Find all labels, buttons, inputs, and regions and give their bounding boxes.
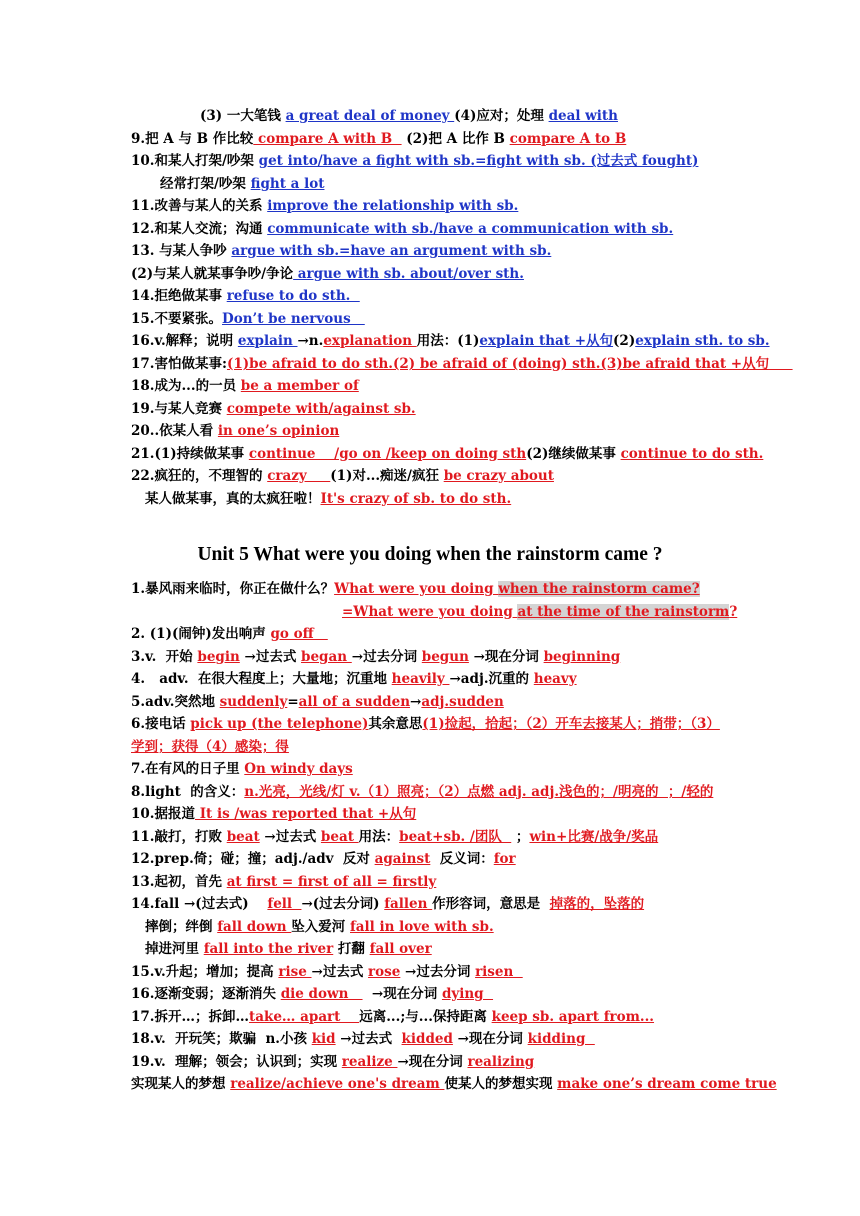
text-line xyxy=(131,737,860,757)
label-text: 9.把 A 与 B 作比较 xyxy=(131,131,254,147)
label-text: 2. (1)(闹钟)发出响声 xyxy=(131,626,271,642)
label-text: 作形容词，意思是 xyxy=(432,896,550,912)
text-line xyxy=(131,692,860,712)
label-text: 8.light 的含义： xyxy=(131,784,245,800)
label-text: 19.与某人竞赛 xyxy=(131,401,227,417)
label-text: 17.拆开…；拆卸… xyxy=(131,1009,249,1025)
label-text: →过去式 xyxy=(311,964,369,980)
label-text: →n. xyxy=(297,333,324,349)
label-text: 6.接电话 xyxy=(131,716,191,732)
text-line xyxy=(131,286,860,306)
text-line xyxy=(131,1029,860,1049)
label-text: (2)继续做某事 xyxy=(526,446,621,462)
label-text: →现在分词 xyxy=(468,649,544,665)
text-line xyxy=(131,714,860,734)
answer-text: explain sth. to sb. xyxy=(635,333,770,349)
answer-text: ? xyxy=(729,604,738,620)
text-line xyxy=(131,219,860,239)
answer-text: began xyxy=(301,649,352,665)
answer-text: heavy xyxy=(533,671,577,687)
label-text: 4. adv. 在很大程度上；大量地；沉重地 xyxy=(131,671,392,687)
answer-text: compare A to B xyxy=(509,131,627,147)
answer-text: beat xyxy=(320,829,359,845)
answer-text: n.光亮，光线/灯 v.（1）照亮；（2）点燃 adj. adj.浅色的；/明亮的 ；/轻的 xyxy=(244,784,714,800)
text-line xyxy=(200,106,860,126)
answer-text: when the rainstorm came? xyxy=(498,581,700,597)
label-text: 20..依某人看 xyxy=(131,423,218,439)
label-text: 远离...;与...保持距离 xyxy=(359,1009,492,1025)
answer-text: realize/achieve one's dream xyxy=(230,1076,445,1092)
answer-text: fight a lot xyxy=(250,176,325,192)
label-text: →现在分词 xyxy=(397,1054,468,1070)
text-line xyxy=(131,264,860,284)
text-line xyxy=(131,1052,860,1072)
text-line xyxy=(160,174,860,194)
answer-text: rose xyxy=(368,964,401,980)
label-text: 用法： xyxy=(358,829,400,845)
answer-text: adj.sudden xyxy=(421,694,504,710)
label-text: →(过去分词) xyxy=(301,896,385,912)
label-text: → xyxy=(410,694,422,710)
label-text: →过去式 xyxy=(239,649,302,665)
answer-text: fall in love with sb. xyxy=(350,919,494,935)
answer-text: begun xyxy=(421,649,469,665)
answer-text: On windy days xyxy=(244,761,353,777)
answer-text: a great deal of money xyxy=(285,108,455,124)
text-line xyxy=(131,894,860,914)
text-line xyxy=(342,602,860,622)
label-text: 10.和某人打架/吵架 xyxy=(131,153,259,169)
label-text: 某人做某事，真的太疯狂啦！ xyxy=(145,491,321,507)
answer-text: communicate with sb./have a communication with sb. xyxy=(267,221,674,237)
answer-text: take… apart xyxy=(249,1009,360,1025)
text-line xyxy=(131,151,860,171)
text-line xyxy=(131,466,860,486)
label-text: 实现某人的梦想 xyxy=(131,1076,231,1092)
answer-text: explain that +从句 xyxy=(479,333,614,349)
answer-text: begin xyxy=(197,649,240,665)
answer-text: It's crazy of sb. to do sth. xyxy=(320,491,512,507)
answer-text: explain xyxy=(237,333,298,349)
answer-text: beat xyxy=(226,829,260,845)
label-text: 18.成为...的一员 xyxy=(131,378,241,394)
answer-text: beginning xyxy=(543,649,621,665)
label-text: 13.起初，首先 xyxy=(131,874,227,890)
answer-text: win+比赛/战争/奖品 xyxy=(529,829,659,845)
label-text: 17.害怕做某事: xyxy=(131,356,227,372)
answer-text: It is /was reported that +从句 xyxy=(195,806,417,822)
answer-text: improve the relationship with sb. xyxy=(267,198,519,214)
answer-text: be a member of xyxy=(240,378,359,394)
answer-text: at the time of the rainstorm xyxy=(517,604,730,620)
label-text: 经常打架/吵架 xyxy=(160,176,251,192)
text-line xyxy=(131,1007,860,1027)
answer-text: at first = first of all = firstly xyxy=(226,874,437,890)
answer-text: 学到；获得（4）感染；得 xyxy=(131,739,289,755)
answer-text: explanation xyxy=(323,333,417,349)
answer-text: beat+sb. /团队 xyxy=(399,829,512,845)
answer-text: (1)be afraid to do sth.(2) be afraid of (doing) sth.(3)be afraid that +从句 xyxy=(226,356,793,372)
answer-text: make one’s dream come true xyxy=(557,1076,777,1092)
answer-text: suddenly xyxy=(219,694,288,710)
label-text: (2)把 A 比作 B xyxy=(401,131,510,147)
answer-text: argue with sb.=have an argument with sb. xyxy=(231,243,552,259)
label-text: 其余意思 xyxy=(368,716,423,732)
label-text: →现在分词 xyxy=(362,986,442,1002)
label-text: 11.敲打，打败 xyxy=(131,829,227,845)
answer-text: =What were you doing xyxy=(342,604,518,620)
answer-text: in one’s opinion xyxy=(217,423,340,439)
answer-text: for xyxy=(493,851,516,867)
label-text: 3.v. 开始 xyxy=(131,649,198,665)
text-line xyxy=(131,309,860,329)
label-text: 15.v.升起；增加；提高 xyxy=(131,964,279,980)
text-line xyxy=(145,489,860,509)
answer-text: get into/have a fight with sb.=fight with sb. (过去式 fought) xyxy=(258,153,699,169)
text-line xyxy=(131,399,860,419)
answer-text: 掉落的，坠落的 xyxy=(549,896,645,912)
label-text: 22.疯狂的，不理智的 xyxy=(131,468,268,484)
answer-text: argue with sb. about/over sth. xyxy=(293,266,524,282)
answer-text: all of a sudden xyxy=(298,694,411,710)
label-text: 坠入爱河 xyxy=(291,919,350,935)
text-line xyxy=(131,759,860,779)
label-text: 16.v.解释；说明 xyxy=(131,333,238,349)
text-line xyxy=(131,354,860,374)
label-text: 7.在有风的日子里 xyxy=(131,761,245,777)
label-text: 14.fall →(过去式) xyxy=(131,896,268,912)
answer-text: kidding xyxy=(527,1031,595,1047)
text-line xyxy=(131,872,860,892)
text-line xyxy=(131,331,860,351)
text-line xyxy=(131,782,860,802)
label-text: 1.暴风雨来临时，你正在做什么？ xyxy=(131,581,335,597)
label-text: 14.拒绝做某事 xyxy=(131,288,227,304)
answer-text: fall down xyxy=(217,919,292,935)
label-text: →过去式 xyxy=(335,1031,402,1047)
label-text: 使某人的梦想实现 xyxy=(444,1076,558,1092)
answer-text: be crazy about xyxy=(443,468,554,484)
label-text: 10.据报道 xyxy=(131,806,195,822)
label-text: →现在分词 xyxy=(452,1031,528,1047)
label-text: (3) 一大笔钱 xyxy=(200,108,286,124)
text-line xyxy=(131,647,860,667)
answer-text: dying xyxy=(441,986,494,1002)
answer-text: refuse to do sth. xyxy=(226,288,360,304)
answer-text: continue to do sth. xyxy=(620,446,764,462)
answer-text: risen xyxy=(475,964,523,980)
answer-text: against xyxy=(374,851,431,867)
text-line xyxy=(131,804,860,824)
label-text: (2) xyxy=(613,333,636,349)
label-text: (1)对...痴迷/疯狂 xyxy=(330,468,444,484)
label-text: 掉进河里 xyxy=(145,941,204,957)
label-text: 21.(1)持续做某事 xyxy=(131,446,249,462)
answer-text: crazy xyxy=(267,468,331,484)
label-text: →过去分词 xyxy=(400,964,476,980)
text-line xyxy=(131,376,860,396)
label-text: 11.改善与某人的关系 xyxy=(131,198,268,214)
label-text: 16.逐渐变弱；逐渐消失 xyxy=(131,986,281,1002)
text-line xyxy=(131,962,860,982)
label-text: 反义词： xyxy=(430,851,494,867)
answer-text: compete with/against sb. xyxy=(226,401,416,417)
answer-text: What were you doing xyxy=(334,581,499,597)
text-line xyxy=(131,241,860,261)
label-text: →过去分词 xyxy=(351,649,422,665)
answer-text: realize xyxy=(341,1054,398,1070)
answer-text: pick up (the telephone) xyxy=(190,716,369,732)
answer-text: heavily xyxy=(391,671,450,687)
text-line xyxy=(131,196,860,216)
label-text: 摔倒；绊倒 xyxy=(145,919,218,935)
label-text: 12.prep.倚；碰；撞；adj./adv 反对 xyxy=(131,851,375,867)
label-text: 12.和某人交流；沟通 xyxy=(131,221,268,237)
text-line xyxy=(131,849,860,869)
label-text: 5.adv.突然地 xyxy=(131,694,220,710)
answer-text: (1)捡起，拾起；（2）开车去接某人；捎带；（3） xyxy=(422,716,720,732)
label-text: 15.不要紧张。 xyxy=(131,311,222,327)
label-text: (2)与某人就某事争吵/争论 xyxy=(131,266,294,282)
answer-text: deal with xyxy=(548,108,618,124)
text-line xyxy=(131,129,860,149)
label-text: = xyxy=(287,694,299,710)
answer-text: realizing xyxy=(467,1054,535,1070)
label-text: 19.v. 理解；领会；认识到；实现 xyxy=(131,1054,342,1070)
unit-title: Unit 5 What were you doing when the rainstorm came ? xyxy=(197,544,663,565)
answer-text: fall into the river xyxy=(203,941,334,957)
label-text: 打翻 xyxy=(333,941,370,957)
text-line xyxy=(131,444,860,464)
answer-text: rise xyxy=(278,964,312,980)
label-text: →adj.沉重的 xyxy=(449,671,534,687)
text-line xyxy=(131,624,860,644)
text-line xyxy=(131,827,860,847)
answer-text: die down xyxy=(280,986,363,1002)
answer-text: fall over xyxy=(369,941,432,957)
answer-text: go off xyxy=(270,626,328,642)
label-text: (4)应对；处理 xyxy=(454,108,549,124)
answer-text: Don’t be nervous xyxy=(222,311,365,327)
answer-text: kid xyxy=(311,1031,336,1047)
text-line xyxy=(131,669,860,689)
label-text: 用法：(1) xyxy=(416,333,480,349)
text-line xyxy=(131,1074,860,1094)
text-line xyxy=(131,984,860,1004)
text-line xyxy=(131,421,860,441)
text-line xyxy=(131,579,860,599)
label-text: 13. 与某人争吵 xyxy=(131,243,232,259)
label-text: →过去式 xyxy=(259,829,321,845)
answer-text: fell xyxy=(267,896,302,912)
label-text: ； xyxy=(511,829,530,845)
answer-text: keep sb. apart from... xyxy=(491,1009,655,1025)
answer-text: continue /go on /keep on doing sth xyxy=(248,446,527,462)
label-text: 18.v. 开玩笑；欺骗 n.小孩 xyxy=(131,1031,312,1047)
answer-text: fallen xyxy=(384,896,433,912)
answer-text: kidded xyxy=(401,1031,453,1047)
answer-text: compare A with B xyxy=(253,131,402,147)
text-line xyxy=(145,939,860,959)
text-line xyxy=(145,917,860,937)
